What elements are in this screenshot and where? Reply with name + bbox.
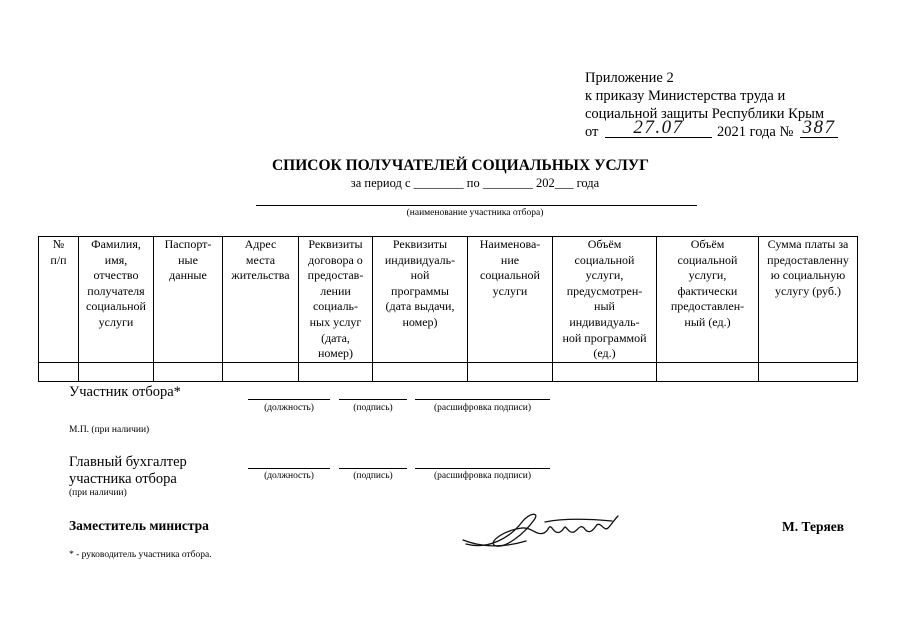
accountant-label-line-2: участника отбора	[69, 471, 177, 487]
column-header-service-name: Наименова- ние социальной услуги	[468, 237, 553, 363]
column-header-contract: Реквизиты договора о предостав- лении социаль- ных услуг (дата, номер)	[299, 237, 373, 363]
table-cell	[759, 362, 858, 381]
table-row	[39, 362, 858, 381]
participant-position-caption: (должность)	[264, 403, 314, 413]
participant-decoding-caption: (расшифровка подписи)	[434, 403, 531, 413]
appendix-label: Приложение 2	[585, 70, 674, 86]
table-cell	[223, 362, 299, 381]
participant-name-caption: (наименование участника отбора)	[406, 208, 544, 218]
table-header-row	[39, 237, 858, 363]
table-cell	[553, 362, 657, 381]
order-date-prefix: от	[585, 124, 599, 140]
column-header-full-name: Фамилия, имя, отчество получателя социальной услуги	[79, 237, 154, 363]
table-cell	[154, 362, 223, 381]
accountant-decoding-line	[415, 468, 550, 469]
column-header-address: Адрес места жительства	[223, 237, 299, 363]
participant-position-line	[248, 399, 330, 400]
participant-label: Участник отбора*	[69, 384, 181, 400]
participant-signature-line	[339, 399, 407, 400]
column-header-planned-volume: Объём социальной услуги, предусмотрен- ный индивидуаль- ной программой (ед.)	[553, 237, 657, 363]
participant-signature-caption: (подпись)	[353, 403, 393, 413]
accountant-decoding-caption: (расшифровка подписи)	[434, 471, 531, 481]
accountant-position-line	[248, 468, 330, 469]
accountant-signature-line	[339, 468, 407, 469]
order-year-text: 2021 года №	[717, 124, 794, 140]
order-reference-line-2: социальной защиты Республики Крым	[585, 106, 825, 122]
accountant-signature-caption: (подпись)	[353, 471, 393, 481]
table-cell	[79, 362, 154, 381]
period-line: за период с ________ по ________ 202___ года	[350, 176, 600, 190]
column-header-passport: Паспорт- ные данные	[154, 237, 223, 363]
recipients-table	[38, 236, 858, 382]
table-cell	[299, 362, 373, 381]
table-cell	[373, 362, 468, 381]
table-cell	[657, 362, 759, 381]
table-cell	[39, 362, 79, 381]
signer-position: Заместитель министра	[69, 518, 209, 533]
participant-decoding-line	[415, 399, 550, 400]
column-header-individual-program: Реквизиты индивидуаль- ной программы (дата выдачи, номер)	[373, 237, 468, 363]
column-header-actual-volume: Объём социальной услуги, фактически предоставлен- ный (ед.)	[657, 237, 759, 363]
participant-name-line	[256, 205, 697, 206]
footnote: * - руководитель участника отбора.	[69, 550, 212, 560]
order-number-handwritten: 387	[802, 117, 836, 138]
order-reference-line-1: к приказу Министерства труда и	[585, 88, 786, 104]
table-cell	[468, 362, 553, 381]
accountant-note: (при наличии)	[69, 488, 127, 498]
accountant-label-line-1: Главный бухгалтер	[69, 454, 187, 470]
column-header-number: № п/п	[39, 237, 79, 363]
seal-note: М.П. (при наличии)	[69, 425, 150, 435]
handwritten-signature	[455, 505, 625, 560]
document-title: СПИСОК ПОЛУЧАТЕЛЕЙ СОЦИАЛЬНЫХ УСЛУГ	[271, 157, 650, 174]
column-header-payment-amount: Сумма платы за предоставленну ю социальную услугу (руб.)	[759, 237, 858, 363]
order-date-handwritten: 27.07	[633, 117, 684, 138]
accountant-position-caption: (должность)	[264, 471, 314, 481]
signer-name: М. Теряев	[782, 519, 845, 534]
